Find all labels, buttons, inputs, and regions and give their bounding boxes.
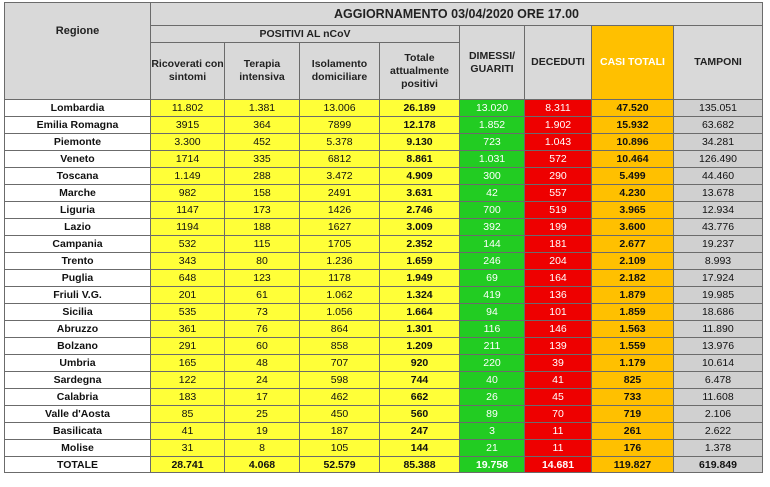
cell-ricoverati: 648 (151, 270, 225, 287)
cell-regione: Basilicata (5, 423, 151, 440)
table-row (5, 355, 763, 372)
cell-tamponi: 19.237 (674, 236, 763, 253)
cell-regione: Lazio (5, 219, 151, 236)
cell-dimessi: 13.020 (460, 100, 525, 117)
cell-terapia: 452 (225, 134, 300, 151)
cell-terapia: 173 (225, 202, 300, 219)
total-cell-ricoverati: 28.741 (151, 457, 225, 473)
cell-isolamento: 6812 (300, 151, 380, 168)
cell-isolamento: 1.062 (300, 287, 380, 304)
header-isolamento: Isolamento domiciliare (300, 43, 380, 100)
cell-tamponi: 63.682 (674, 117, 763, 134)
cell-deceduti: 45 (525, 389, 592, 406)
cell-dimessi: 26 (460, 389, 525, 406)
cell-ricoverati: 201 (151, 287, 225, 304)
cell-ricoverati: 3.300 (151, 134, 225, 151)
table-row (5, 185, 763, 202)
table-row (5, 253, 763, 270)
cell-totale-positivi: 1.664 (380, 304, 460, 321)
cell-ricoverati: 1194 (151, 219, 225, 236)
cell-isolamento: 2491 (300, 185, 380, 202)
cell-totale-positivi: 1.209 (380, 338, 460, 355)
cell-isolamento: 858 (300, 338, 380, 355)
cell-tamponi: 34.281 (674, 134, 763, 151)
cell-tamponi: 13.976 (674, 338, 763, 355)
report-title: AGGIORNAMENTO 03/04/2020 ORE 17.00 (151, 3, 763, 26)
cell-dimessi: 89 (460, 406, 525, 423)
cell-dimessi: 69 (460, 270, 525, 287)
cell-ricoverati: 31 (151, 440, 225, 457)
total-cell-deceduti: 14.681 (525, 457, 592, 473)
cell-totale-positivi: 1.659 (380, 253, 460, 270)
cell-regione: Puglia (5, 270, 151, 287)
cell-terapia: 364 (225, 117, 300, 134)
cell-dimessi: 220 (460, 355, 525, 372)
cell-isolamento: 7899 (300, 117, 380, 134)
table-row (5, 270, 763, 287)
cell-regione: Bolzano (5, 338, 151, 355)
cell-dimessi: 392 (460, 219, 525, 236)
cell-deceduti: 290 (525, 168, 592, 185)
cell-tamponi: 17.924 (674, 270, 763, 287)
cell-ricoverati: 165 (151, 355, 225, 372)
cell-isolamento: 187 (300, 423, 380, 440)
cell-casi-totali: 3.600 (592, 219, 674, 236)
cell-totale-positivi: 9.130 (380, 134, 460, 151)
cell-regione: Toscana (5, 168, 151, 185)
header-tamponi: TAMPONI (674, 26, 763, 100)
table-row (5, 372, 763, 389)
cell-ricoverati: 982 (151, 185, 225, 202)
covid-report-table (4, 2, 763, 473)
cell-casi-totali: 10.464 (592, 151, 674, 168)
cell-tamponi: 126.490 (674, 151, 763, 168)
cell-totale-positivi: 560 (380, 406, 460, 423)
cell-deceduti: 11 (525, 440, 592, 457)
cell-totale-positivi: 2.746 (380, 202, 460, 219)
cell-regione: Emilia Romagna (5, 117, 151, 134)
cell-dimessi: 94 (460, 304, 525, 321)
total-cell-dimessi: 19.758 (460, 457, 525, 473)
cell-regione: Liguria (5, 202, 151, 219)
total-cell-isolamento: 52.579 (300, 457, 380, 473)
cell-deceduti: 41 (525, 372, 592, 389)
header-terapia: Terapia intensiva (225, 43, 300, 100)
cell-isolamento: 3.472 (300, 168, 380, 185)
cell-regione: Veneto (5, 151, 151, 168)
cell-totale-positivi: 8.861 (380, 151, 460, 168)
cell-terapia: 48 (225, 355, 300, 372)
cell-ricoverati: 291 (151, 338, 225, 355)
cell-deceduti: 146 (525, 321, 592, 338)
cell-tamponi: 18.686 (674, 304, 763, 321)
cell-casi-totali: 47.520 (592, 100, 674, 117)
total-cell-totale-positivi: 85.388 (380, 457, 460, 473)
cell-casi-totali: 5.499 (592, 168, 674, 185)
cell-casi-totali: 1.179 (592, 355, 674, 372)
cell-casi-totali: 719 (592, 406, 674, 423)
cell-dimessi: 211 (460, 338, 525, 355)
cell-regione: Campania (5, 236, 151, 253)
cell-dimessi: 246 (460, 253, 525, 270)
cell-casi-totali: 2.182 (592, 270, 674, 287)
cell-terapia: 24 (225, 372, 300, 389)
cell-totale-positivi: 3.631 (380, 185, 460, 202)
cell-ricoverati: 183 (151, 389, 225, 406)
cell-terapia: 188 (225, 219, 300, 236)
cell-totale-positivi: 744 (380, 372, 460, 389)
cell-dimessi: 3 (460, 423, 525, 440)
cell-regione: Valle d'Aosta (5, 406, 151, 423)
cell-casi-totali: 825 (592, 372, 674, 389)
cell-deceduti: 519 (525, 202, 592, 219)
cell-dimessi: 700 (460, 202, 525, 219)
cell-tamponi: 8.993 (674, 253, 763, 270)
table-row (5, 406, 763, 423)
cell-terapia: 123 (225, 270, 300, 287)
table-header (5, 3, 763, 100)
cell-deceduti: 101 (525, 304, 592, 321)
table-row (5, 168, 763, 185)
cell-totale-positivi: 144 (380, 440, 460, 457)
cell-deceduti: 1.043 (525, 134, 592, 151)
header-regione: Regione (5, 3, 151, 100)
cell-isolamento: 864 (300, 321, 380, 338)
cell-isolamento: 707 (300, 355, 380, 372)
cell-dimessi: 300 (460, 168, 525, 185)
cell-totale-positivi: 2.352 (380, 236, 460, 253)
cell-ricoverati: 41 (151, 423, 225, 440)
cell-totale-positivi: 4.909 (380, 168, 460, 185)
cell-casi-totali: 1.559 (592, 338, 674, 355)
cell-ricoverati: 3915 (151, 117, 225, 134)
cell-totale-positivi: 1.949 (380, 270, 460, 287)
cell-casi-totali: 4.230 (592, 185, 674, 202)
cell-tamponi: 11.890 (674, 321, 763, 338)
cell-totale-positivi: 12.178 (380, 117, 460, 134)
cell-deceduti: 199 (525, 219, 592, 236)
table-row (5, 236, 763, 253)
cell-isolamento: 1627 (300, 219, 380, 236)
cell-deceduti: 39 (525, 355, 592, 372)
cell-totale-positivi: 26.189 (380, 100, 460, 117)
cell-terapia: 158 (225, 185, 300, 202)
table-row (5, 304, 763, 321)
table-row (5, 287, 763, 304)
covid-report-table-wrapper (4, 2, 762, 480)
cell-terapia: 288 (225, 168, 300, 185)
cell-isolamento: 1426 (300, 202, 380, 219)
cell-ricoverati: 85 (151, 406, 225, 423)
cell-terapia: 76 (225, 321, 300, 338)
cell-tamponi: 135.051 (674, 100, 763, 117)
cell-totale-positivi: 662 (380, 389, 460, 406)
table-row (5, 440, 763, 457)
cell-regione: Umbria (5, 355, 151, 372)
cell-casi-totali: 10.896 (592, 134, 674, 151)
cell-deceduti: 204 (525, 253, 592, 270)
header-positivi-group: POSITIVI AL nCoV (151, 26, 460, 43)
cell-isolamento: 450 (300, 406, 380, 423)
cell-casi-totali: 1.859 (592, 304, 674, 321)
table-row (5, 338, 763, 355)
table-row (5, 117, 763, 134)
cell-isolamento: 105 (300, 440, 380, 457)
cell-terapia: 73 (225, 304, 300, 321)
cell-casi-totali: 261 (592, 423, 674, 440)
cell-deceduti: 164 (525, 270, 592, 287)
cell-terapia: 19 (225, 423, 300, 440)
cell-deceduti: 572 (525, 151, 592, 168)
cell-dimessi: 1.031 (460, 151, 525, 168)
table-body (5, 100, 763, 473)
cell-totale-positivi: 247 (380, 423, 460, 440)
cell-totale-positivi: 1.324 (380, 287, 460, 304)
cell-deceduti: 181 (525, 236, 592, 253)
cell-regione: Piemonte (5, 134, 151, 151)
cell-isolamento: 13.006 (300, 100, 380, 117)
cell-dimessi: 723 (460, 134, 525, 151)
header-casi-totali: CASI TOTALI (592, 26, 674, 100)
cell-terapia: 80 (225, 253, 300, 270)
table-row (5, 423, 763, 440)
cell-regione: Friuli V.G. (5, 287, 151, 304)
cell-tamponi: 1.378 (674, 440, 763, 457)
cell-isolamento: 1705 (300, 236, 380, 253)
cell-totale-positivi: 1.301 (380, 321, 460, 338)
cell-tamponi: 2.106 (674, 406, 763, 423)
cell-tamponi: 12.934 (674, 202, 763, 219)
cell-ricoverati: 122 (151, 372, 225, 389)
cell-dimessi: 21 (460, 440, 525, 457)
cell-dimessi: 116 (460, 321, 525, 338)
total-cell-tamponi: 619.849 (674, 457, 763, 473)
cell-regione: Lombardia (5, 100, 151, 117)
cell-isolamento: 5.378 (300, 134, 380, 151)
cell-casi-totali: 1.563 (592, 321, 674, 338)
cell-deceduti: 11 (525, 423, 592, 440)
table-row (5, 389, 763, 406)
cell-terapia: 1.381 (225, 100, 300, 117)
cell-tamponi: 43.776 (674, 219, 763, 236)
cell-dimessi: 42 (460, 185, 525, 202)
cell-regione: Molise (5, 440, 151, 457)
cell-deceduti: 136 (525, 287, 592, 304)
cell-isolamento: 598 (300, 372, 380, 389)
table-row (5, 321, 763, 338)
table-row (5, 134, 763, 151)
cell-casi-totali: 176 (592, 440, 674, 457)
table-row (5, 219, 763, 236)
cell-regione: Sicilia (5, 304, 151, 321)
cell-casi-totali: 3.965 (592, 202, 674, 219)
cell-ricoverati: 1147 (151, 202, 225, 219)
cell-regione: Calabria (5, 389, 151, 406)
cell-ricoverati: 1714 (151, 151, 225, 168)
cell-casi-totali: 2.109 (592, 253, 674, 270)
cell-dimessi: 144 (460, 236, 525, 253)
cell-regione: Sardegna (5, 372, 151, 389)
cell-deceduti: 139 (525, 338, 592, 355)
cell-deceduti: 8.311 (525, 100, 592, 117)
cell-terapia: 61 (225, 287, 300, 304)
cell-terapia: 8 (225, 440, 300, 457)
cell-casi-totali: 1.879 (592, 287, 674, 304)
header-dimessi: DIMESSI/ GUARITI (460, 26, 525, 100)
cell-deceduti: 1.902 (525, 117, 592, 134)
cell-regione: Abruzzo (5, 321, 151, 338)
total-row (5, 457, 763, 473)
cell-casi-totali: 2.677 (592, 236, 674, 253)
table-row (5, 100, 763, 117)
cell-tamponi: 11.608 (674, 389, 763, 406)
cell-ricoverati: 343 (151, 253, 225, 270)
cell-terapia: 115 (225, 236, 300, 253)
header-totale-positivi: Totale attualmente positivi (380, 43, 460, 100)
cell-totale-positivi: 920 (380, 355, 460, 372)
cell-ricoverati: 535 (151, 304, 225, 321)
cell-terapia: 25 (225, 406, 300, 423)
cell-tamponi: 19.985 (674, 287, 763, 304)
cell-dimessi: 419 (460, 287, 525, 304)
cell-ricoverati: 11.802 (151, 100, 225, 117)
cell-ricoverati: 1.149 (151, 168, 225, 185)
cell-isolamento: 1.056 (300, 304, 380, 321)
cell-totale-positivi: 3.009 (380, 219, 460, 236)
cell-tamponi: 2.622 (674, 423, 763, 440)
cell-regione: Trento (5, 253, 151, 270)
cell-isolamento: 1178 (300, 270, 380, 287)
cell-ricoverati: 532 (151, 236, 225, 253)
cell-ricoverati: 361 (151, 321, 225, 338)
total-cell-casi-totali: 119.827 (592, 457, 674, 473)
header-deceduti: DECEDUTI (525, 26, 592, 100)
table-row (5, 202, 763, 219)
cell-regione: Marche (5, 185, 151, 202)
cell-terapia: 60 (225, 338, 300, 355)
cell-tamponi: 13.678 (674, 185, 763, 202)
cell-tamponi: 44.460 (674, 168, 763, 185)
cell-casi-totali: 733 (592, 389, 674, 406)
cell-tamponi: 10.614 (674, 355, 763, 372)
cell-deceduti: 70 (525, 406, 592, 423)
cell-deceduti: 557 (525, 185, 592, 202)
cell-dimessi: 40 (460, 372, 525, 389)
cell-dimessi: 1.852 (460, 117, 525, 134)
total-cell-regione: TOTALE (5, 457, 151, 473)
total-cell-terapia: 4.068 (225, 457, 300, 473)
cell-terapia: 17 (225, 389, 300, 406)
cell-tamponi: 6.478 (674, 372, 763, 389)
cell-terapia: 335 (225, 151, 300, 168)
cell-isolamento: 1.236 (300, 253, 380, 270)
cell-casi-totali: 15.932 (592, 117, 674, 134)
table-row (5, 151, 763, 168)
header-ricoverati: Ricoverati con sintomi (151, 43, 225, 100)
cell-isolamento: 462 (300, 389, 380, 406)
